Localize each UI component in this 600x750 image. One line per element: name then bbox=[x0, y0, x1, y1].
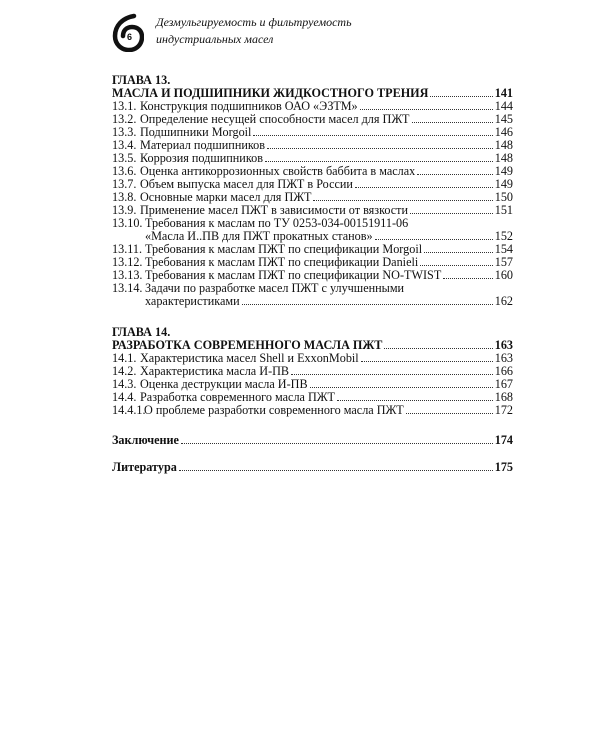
page-number: 144 bbox=[494, 99, 513, 113]
page-number: 148 bbox=[494, 151, 513, 165]
entry-number: 13.13. bbox=[112, 268, 143, 282]
page-number: 160 bbox=[494, 268, 513, 282]
entry-title: Задачи по разработке масел ПЖТ с улучшенными bbox=[145, 281, 405, 295]
table-of-contents bbox=[112, 74, 513, 474]
entry-title: Требования к маслам ПЖТ по спецификации Morgoil bbox=[145, 242, 423, 256]
leader-dots bbox=[417, 174, 492, 175]
page-number: 175 bbox=[494, 460, 513, 474]
entry-title: Объем выпуска масел для ПЖТ в России bbox=[140, 177, 353, 191]
leader-dots bbox=[384, 348, 492, 349]
leader-dots bbox=[265, 161, 493, 162]
entry-number: 13.9. bbox=[112, 203, 137, 217]
leader-dots bbox=[443, 278, 492, 279]
page-number: 148 bbox=[494, 138, 513, 152]
leader-dots bbox=[253, 135, 492, 136]
entry-title: Основные марки масел для ПЖТ bbox=[140, 190, 312, 204]
page-number: 150 bbox=[494, 190, 513, 204]
entry-title: Определение несущей способности масел для ПЖТ bbox=[140, 112, 410, 126]
page-number: 146 bbox=[494, 125, 513, 139]
leader-dots bbox=[291, 374, 493, 375]
entry-number: 13.4. bbox=[112, 138, 137, 152]
running-header bbox=[112, 10, 552, 54]
page-number: 151 bbox=[494, 203, 513, 217]
page-number: 152 bbox=[494, 229, 513, 243]
entry-number: 13.7. bbox=[112, 177, 137, 191]
leader-dots bbox=[412, 122, 493, 123]
page-number: 163 bbox=[494, 351, 513, 365]
header-title-line1: Дезмульгируемость и фильтруемость bbox=[156, 15, 352, 29]
literature-entry[interactable] bbox=[112, 461, 513, 474]
entry-number: 13.5. bbox=[112, 151, 137, 165]
leader-dots bbox=[181, 443, 493, 444]
leader-dots bbox=[355, 187, 493, 188]
page-number: 154 bbox=[494, 242, 513, 256]
leader-dots bbox=[361, 361, 493, 362]
leader-dots bbox=[406, 413, 493, 414]
publisher-logo-icon bbox=[112, 12, 144, 52]
leader-dots bbox=[424, 252, 493, 253]
header-title-line2: индустриальных масел bbox=[156, 32, 274, 46]
chapter-13-label: ГЛАВА 13. bbox=[112, 73, 171, 87]
entry-number: 14.2. bbox=[112, 364, 137, 378]
chapter-title: РАЗРАБОТКА СОВРЕМЕННОГО МАСЛА ПЖТ bbox=[112, 338, 383, 352]
toc-entry-line2[interactable] bbox=[112, 295, 513, 308]
entry-number: 13.11. bbox=[112, 242, 143, 256]
leader-dots bbox=[313, 200, 492, 201]
entry-number: 13.6. bbox=[112, 164, 137, 178]
entry-number: 13.1. bbox=[112, 99, 137, 113]
entry-title: Конструкция подшипников ОАО «ЭЗТМ» bbox=[140, 99, 358, 113]
page-number: 149 bbox=[494, 164, 513, 178]
leader-dots bbox=[410, 213, 493, 214]
entry-number: 13.12. bbox=[112, 255, 143, 269]
header-title bbox=[156, 14, 352, 48]
entry-number: 13.8. bbox=[112, 190, 137, 204]
entry-number: 13.2. bbox=[112, 112, 137, 126]
entry-title: Требования к маслам по ТУ 0253-034-00151911-06 bbox=[145, 216, 409, 230]
entry-title: Литература bbox=[112, 460, 177, 474]
entry-title: Применение масел ПЖТ в зависимости от вязкости bbox=[140, 203, 409, 217]
page-number: 168 bbox=[494, 390, 513, 404]
entry-number: 13.3. bbox=[112, 125, 137, 139]
entry-title-cont: характеристиками bbox=[145, 294, 240, 308]
leader-dots bbox=[420, 265, 492, 266]
page-number: 149 bbox=[494, 177, 513, 191]
entry-title: Характеристика масла И-ПВ bbox=[140, 364, 290, 378]
entry-number: 14.4.1. bbox=[112, 403, 146, 417]
page-number: 162 bbox=[494, 294, 513, 308]
logo-number: 6 bbox=[126, 32, 133, 42]
entry-title: Материал подшипников bbox=[140, 138, 266, 152]
entry-number: 13.14. bbox=[112, 281, 143, 295]
entry-title: Заключение bbox=[112, 433, 179, 447]
leader-dots bbox=[310, 387, 493, 388]
entry-number: 14.1. bbox=[112, 351, 137, 365]
entry-title: Разработка современного масла ПЖТ bbox=[140, 390, 335, 404]
entry-number: 13.10. bbox=[112, 216, 143, 230]
page-number: 157 bbox=[494, 255, 513, 269]
entry-title-cont: «Масла И..ПВ для ПЖТ прокатных станов» bbox=[145, 229, 373, 243]
entry-title: Коррозия подшипников bbox=[140, 151, 263, 165]
toc-entry[interactable] bbox=[112, 404, 513, 417]
chapter-title: МАСЛА И ПОДШИПНИКИ ЖИДКОСТНОГО ТРЕНИЯ bbox=[112, 86, 429, 100]
leader-dots bbox=[337, 400, 493, 401]
entry-title: Оценка антикоррозионных свойств баббита в маслах bbox=[140, 164, 416, 178]
page-number: 141 bbox=[494, 86, 513, 100]
page-number: 163 bbox=[494, 338, 513, 352]
chapter-14-label: ГЛАВА 14. bbox=[112, 325, 171, 339]
page-number: 145 bbox=[494, 112, 513, 126]
leader-dots bbox=[179, 470, 493, 471]
conclusion-entry[interactable] bbox=[112, 434, 513, 447]
leader-dots bbox=[430, 96, 492, 97]
page-number: 166 bbox=[494, 364, 513, 378]
page-number: 174 bbox=[494, 433, 513, 447]
entry-number: 14.4. bbox=[112, 390, 137, 404]
entry-title: Требования к маслам ПЖТ по спецификации Danieli bbox=[145, 255, 419, 269]
entry-title: Требования к маслам ПЖТ по спецификации NO-TWIST bbox=[145, 268, 442, 282]
page-number: 167 bbox=[494, 377, 513, 391]
entry-title: О проблеме разработки современного масла ПЖТ bbox=[144, 403, 404, 417]
leader-dots bbox=[360, 109, 493, 110]
entry-title: Подшипники Morgoil bbox=[140, 125, 252, 139]
entry-title: Оценка деструкции масла И-ПВ bbox=[140, 377, 308, 391]
leader-dots bbox=[242, 304, 493, 305]
page-number: 172 bbox=[494, 403, 513, 417]
entry-title: Характеристика масел Shell и ExxonMobil bbox=[140, 351, 359, 365]
entry-number: 14.3. bbox=[112, 377, 137, 391]
leader-dots bbox=[267, 148, 493, 149]
leader-dots bbox=[375, 239, 493, 240]
